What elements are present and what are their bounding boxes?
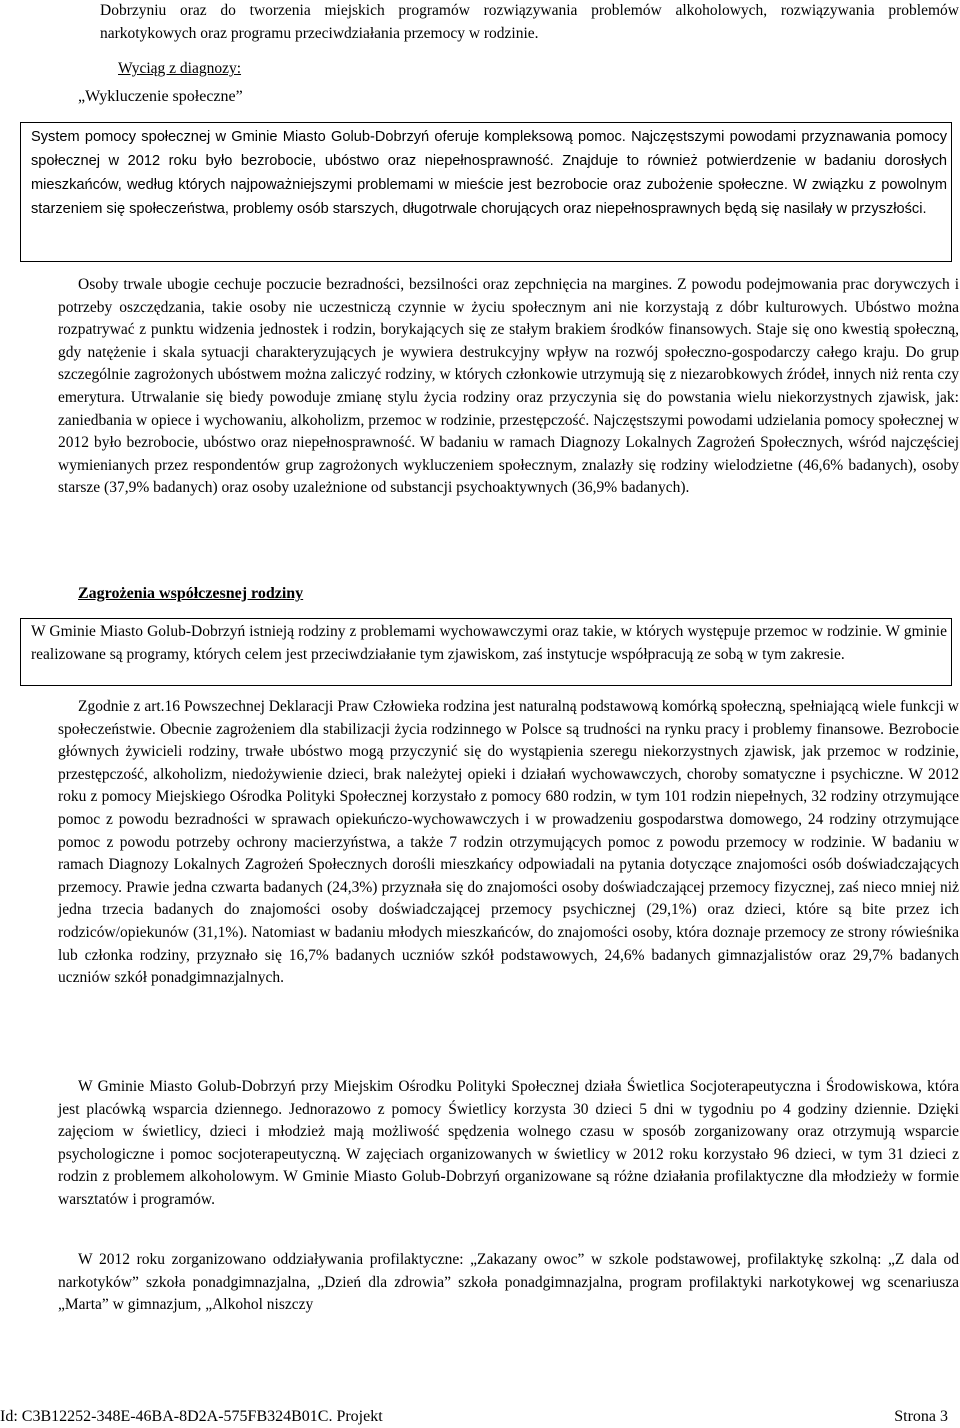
document-id: Id: C3B12252-348E-46BA-8D2A-575FB324B01C. Projekt bbox=[0, 1408, 383, 1425]
family-problems-box: W Gminie Miasto Golub-Dobrzyń istnieją rodziny z problemami wychowawczymi oraz takie, w których występuje przemoc w rodzinie. W gminie realizowane są programy, których celem jest przeciwdziałanie tym zjawiskom, zaś instytucje współpracują ze sobą w tym zakresie. bbox=[20, 618, 952, 686]
poverty-paragraph: Osoby trwale ubogie cechuje poczucie bezradności, bezsilności oraz zepchnięcia na margines. Z powodu podejmowania prac dorywczych i potrzeby oszczędzania, takie osoby nie uczestniczą czynnie w życiu społecznym ani nie korzystają z dóbr kulturowych. Ubóstwo można rozpatrywać z punktu widzenia jednostek i rodzin, borykających się ze stałym brakiem środków finansowych. Staje się ono kwestią społeczną, gdy natężenie i skala sytuacji charakteryzujących je wywiera destrukcyjny wpływ na rozwój społeczno-gospodarczy całego kraju. Do grup szczególnie zagrożonych ubóstwem można zaliczyć rodziny, w których członkowie utrzymują się z niezarobkowych źródeł, innych niż renta czy emerytura. Utrwalanie się biedy powoduje zmianę stylu życia rodziny oraz przyczynia się do powstania wielu niekorzystnych zjawisk, jak: zaniedbania w opiece i wychowaniu, alkoholizm, przemoc w rodzinie, przestępczość. Najczęstszymi powodami udzielania pomocy społecznej w 2012 było bezrobocie, ubóstwo oraz niepełnosprawność. W badaniu w ramach Diagnozy Lokalnych Zagrożeń Społecznych, wśród najczęściej wymienianych przez respondentów grup zagrożonych wykluczeniem społecznym, znalazły się rodziny wielodzietne (46,6% badanych), osoby starsze (37,9% badanych) oraz osoby uzależnione od substancji psychoaktywnych (36,9% badanych). bbox=[58, 276, 959, 497]
family-paragraph: Zgodnie z art.16 Powszechnej Deklaracji Praw Człowieka rodzina jest naturalną podstawową komórką społeczną, spełniającą wiele funkcji w społeczeństwie. Obecnie zagrożeniem dla stabilizacji życia rodzinnego w Polsce są trudności na rynku pracy i problemy finansowe. Bezrobocie głównych żywicieli rodziny, trwałe ubóstwo mogą przyczynić się do wystąpienia szeregu niekorzystnych zjawisk, jak przemoc w rodzinie, przestępczość, alkoholizm, niedożywienie dzieci, brak należytej opieki i działań wychowawczych, choroby somatyczne i psychiczne. W 2012 roku z pomocy Miejskiego Ośrodka Polityki Społecznej korzystało z pomocy 680 rodzin, w tym 101 rodzin niepełnych, 32 rodziny otrzymujące pomoc z powodu bezradności w sprawach opiekuńczo-wychowawczych i w prowadzeniu gospodarstwa domowego, 24 rodziny otrzymujące pomoc z powodu potrzeby ochrony macierzyństwa, a także 7 rodzin otrzymujących pomoc z powodu przemocy w rodzinie. W badaniu w ramach Diagnozy Lokalnych Zagrożeń Społecznych dorośli mieszkańcy odpowiadali na pytania dotyczące znajomości osób doświadczających przemocy. Prawie jedna czwarta badanych (24,3%) przyznała się do znajomości osoby doświadczającej przemocy fizycznej, zaś nieco mniej niż jedna trzecia badanych do znajomości osoby doświadczającej przemocy psychicznej (29,1%) oraz dzieci, które są bite przez ich rodziców/opiekunów (31,1%). Natomiast w badaniu młodych mieszkańców, do znajomości osoby, która doznaje przemocy ze strony rówieśnika lub członka rodziny, przyznało się 16,7% badanych uczniów szkół podstawowych, 24,6% badanych gimnazjalistów oraz 29,7% badanych uczniów szkół ponadgimnazjalnych. bbox=[58, 698, 959, 987]
excerpt-heading: „Wykluczenie społeczne” bbox=[78, 88, 243, 105]
page-number: Strona 3 bbox=[894, 1408, 948, 1425]
continuation-paragraph: Dobrzyniu oraz do tworzenia miejskich programów rozwiązywania problemów alkoholowych, rozwiązywania problemów narkotykowych oraz programu przeciwdziałania przemocy w rodzinie. bbox=[100, 2, 959, 42]
section-heading: Zagrożenia współczesnej rodziny bbox=[78, 585, 304, 602]
excerpt-label: Wyciąg z diagnozy: bbox=[118, 60, 242, 77]
swietlica-paragraph: W Gminie Miasto Golub-Dobrzyń przy Miejskim Ośrodku Polityki Społecznej działa Świetlica Socjoterapeutyczna i Środowiskowa, która jest placówką wsparcia dziennego. Jednorazowo z pomocy Świetlicy korzysta 30 dzieci 5 dni w tygodniu po 4 godziny dziennie. Dzięki zajęciom w świetlicy, dzieci i młodzież mają możliwość spędzenia wolnego czasu w sposób zorganizowany oraz otrzymują wsparcie psychologiczne i pomoc socjoterapeutyczną. W zajęciach organizowanych w świetlicy w 2012 roku korzystało 96 dzieci, w tym 31 dzieci z rodzin z problemem alkoholowym. W Gminie Miasto Golub-Dobrzyń organizowane są różne działania profilaktyczne dla młodzieży w formie warsztatów i programów. bbox=[58, 1078, 959, 1208]
page-footer bbox=[0, 1406, 948, 1428]
diagnosis-excerpt-box: System pomocy społecznej w Gminie Miasto Golub-Dobrzyń oferuje kompleksową pomoc. Najczęstszymi powodami przyznawania pomocy społecznej w 2012 roku było bezrobocie, ubóstwo oraz niepełnosprawność. Znajduje to również potwierdzenie w badaniu dorosłych mieszkańców, według których najpoważniejszymi problemami w mieście jest bezrobocie oraz zubożenie społeczne. W związku z powolnym starzeniem się społeczeństwa, problemy osób starszych, długotrwale chorujących oraz niepełnosprawnych będą się nasilały w przyszłości. bbox=[20, 122, 952, 262]
prevention-paragraph: W 2012 roku zorganizowano oddziaływania profilaktyczne: „Zakazany owoc” w szkole podstawowej, profilaktykę szkolną: „Z dala od narkotyków” szkoła ponadgimnazjalna, „Dzień dla zdrowia” szkoła ponadgimnazjalna, program profilaktyki narkotykowej wg scenariusza „Marta” w gimnazjum, „Alkohol niszczy bbox=[58, 1251, 959, 1314]
